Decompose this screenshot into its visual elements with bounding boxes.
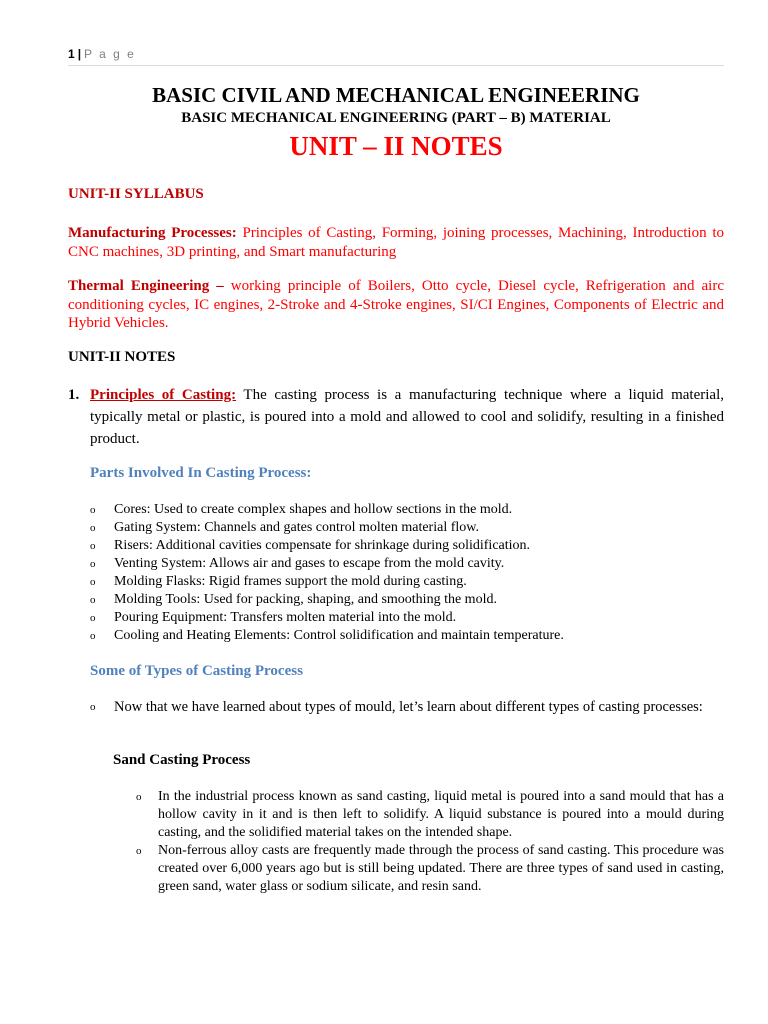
- page-number: 1: [68, 47, 75, 61]
- document-subtitle: BASIC MECHANICAL ENGINEERING (PART – B) MATERIAL: [181, 110, 611, 126]
- bullet-icon: o: [90, 630, 96, 642]
- bullet-icon: o: [90, 504, 96, 516]
- parts-list: [90, 501, 724, 645]
- thermal-text: working principle of Boilers, Otto cycle, Diesel cycle, Refrigeration and airc conditioning cycles, IC engines, 2-Stroke and 4-Stroke engines, SI/CI Engines, Components of Electric and Hybrid Vehicles.: [68, 278, 724, 331]
- bullet-icon: o: [90, 576, 96, 588]
- unit-title: UNIT – II NOTES: [289, 131, 503, 161]
- types-intro: [90, 698, 724, 716]
- bullet-icon: o: [90, 540, 96, 552]
- manufacturing-text: Principles of Casting, Forming, joining processes, Machining, Introduction to CNC machines, 3D printing, and Smart manufacturing: [68, 225, 724, 260]
- list-item: o Gating System: Channels and gates control molten material flow.: [90, 520, 479, 535]
- bullet-icon: o: [90, 701, 96, 713]
- list-item: o Molding Flasks: Rigid frames support the mold during casting.: [90, 574, 467, 589]
- notes-heading: UNIT-II NOTES: [68, 349, 176, 365]
- sand-casting-heading: Sand Casting Process: [113, 752, 251, 768]
- bullet-icon: o: [90, 612, 96, 624]
- syllabus-heading: UNIT-II SYLLABUS: [68, 186, 204, 202]
- page-word: P a g e: [84, 47, 136, 61]
- page-separator: |: [77, 47, 82, 61]
- item-label: Principles of Casting:: [90, 387, 237, 403]
- list-item: o Non-ferrous alloy casts are frequently made through the process of sand casting. This procedure was created over 6,000 years ago but is still being updated. There are three types of sand used in casting, green sand, water glass or sodium silicate, and resin sand.: [136, 843, 724, 894]
- bullet-icon: o: [136, 845, 142, 857]
- manufacturing-label: Manufacturing Processes:: [68, 225, 237, 241]
- list-item: o In the industrial process known as sand casting, liquid metal is poured into a sand mould that has a hollow cavity in it and is then left to solidify. A liquid substance is poured into a mould during casting, and the solidified material takes on the intended shape.: [136, 789, 724, 840]
- list-item: o Cores: Used to create complex shapes and hollow sections in the mold.: [90, 502, 513, 517]
- manufacturing-paragraph: [68, 224, 724, 261]
- list-item: o Molding Tools: Used for packing, shaping, and smoothing the mold.: [90, 592, 497, 607]
- types-heading: Some of Types of Casting Process: [90, 663, 303, 679]
- list-item: o Pouring Equipment: Transfers molten material into the mold.: [90, 610, 457, 625]
- page-header: [68, 47, 724, 66]
- bullet-icon: o: [90, 594, 96, 606]
- numbered-item: [68, 384, 724, 450]
- types-intro-text: Now that we have learned about types of mould, let’s learn about different types of casting processes:: [114, 699, 703, 715]
- item-text: The casting process is a manufacturing technique where a liquid material, typically metal or plastic, is poured into a mold and allowed to cool and solidify, resulting in a finished product.: [90, 387, 724, 447]
- parts-heading: Parts Involved In Casting Process:: [90, 465, 312, 481]
- bullet-icon: o: [90, 522, 96, 534]
- list-item: o Venting System: Allows air and gases to escape from the mold cavity.: [90, 556, 505, 571]
- list-item: o Risers: Additional cavities compensate for shrinkage during solidification.: [90, 538, 531, 553]
- item-number: 1.: [68, 387, 80, 403]
- document-title: BASIC CIVIL AND MECHANICAL ENGINEERING: [152, 83, 640, 107]
- list-item: o Cooling and Heating Elements: Control solidification and maintain temperature.: [90, 628, 564, 643]
- bullet-icon: o: [90, 558, 96, 570]
- bullet-icon: o: [136, 791, 142, 803]
- thermal-paragraph: [68, 277, 724, 333]
- sand-casting-list: [136, 788, 724, 896]
- thermal-label: Thermal Engineering –: [68, 278, 224, 294]
